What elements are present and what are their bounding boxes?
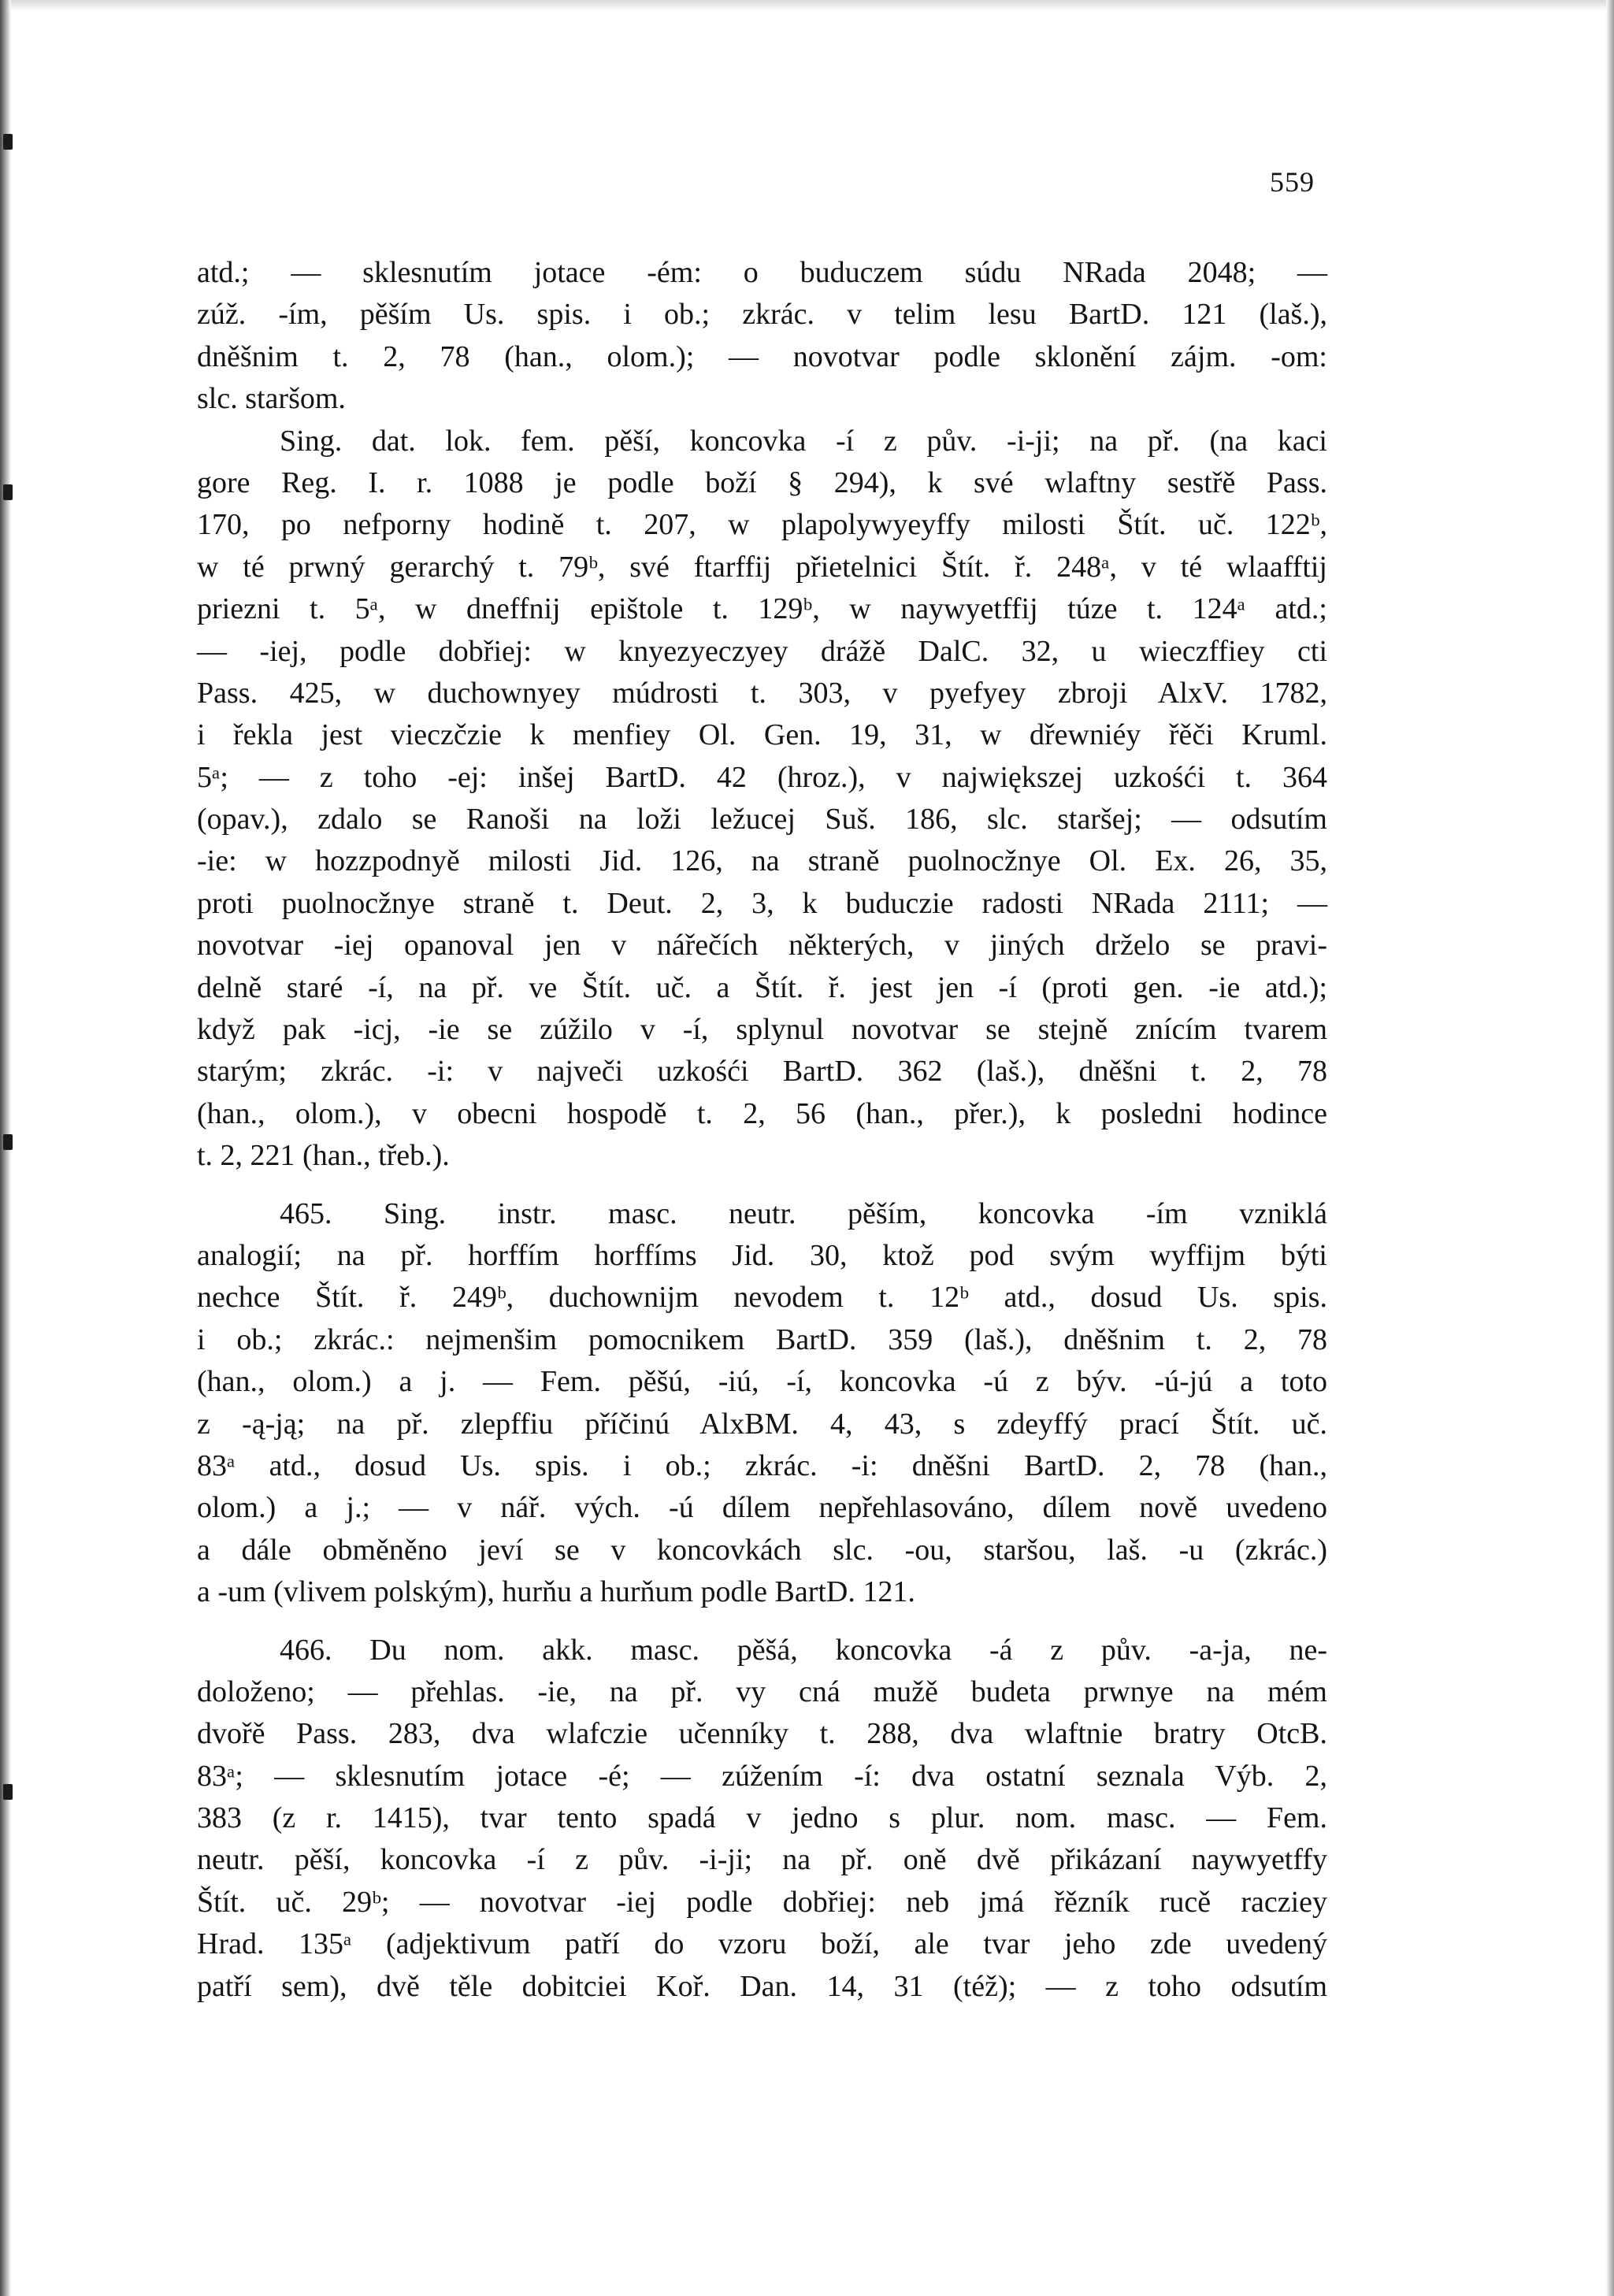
- binding-mark: [3, 484, 13, 500]
- text-line: Štít. uč. 29ᵇ; — novotvar -iej podle dobřiej: neb jmá řězník rucě racziey: [197, 1885, 1327, 1919]
- scan-right-edge: [1606, 0, 1614, 2296]
- text-line: olom.) a j.; — v nář. vých. -ú dílem nepřehlasováno, dílem nově uvedeno: [197, 1491, 1327, 1525]
- text-line: z -ą-ją; na př. zlepffiu příčinú AlxBM. 4, 43, s zdeyffý prací Štít. uč.: [197, 1407, 1327, 1441]
- binding-mark: [3, 1134, 13, 1150]
- text-line: dněšnim t. 2, 78 (han., olom.); — novotvar podle sklonění zájm. -om:: [197, 339, 1327, 373]
- binding-mark: [3, 134, 13, 150]
- text-line: i řekla jest vieczčzie k menfiey Ol. Gen. 19, 31, w dřewniéy řěči Kruml.: [197, 718, 1327, 752]
- text-line: 466. Du nom. akk. masc. pěšá, koncovka -á z pův. -a-ja, ne-: [280, 1633, 1327, 1667]
- text-line: proti puolnocžnye straně t. Deut. 2, 3, k buduczie radosti NRada 2111; —: [197, 886, 1327, 920]
- text-line: a dále obměněno jeví se v koncovkách slc. -ou, staršou, laš. -u (zkrác.): [197, 1533, 1327, 1567]
- text-line: i ob.; zkrác.: nejmenšim pomocnikem BartD. 359 (laš.), dněšnim t. 2, 78: [197, 1322, 1327, 1356]
- text-line: t. 2, 221 (han., třeb.).: [197, 1139, 450, 1173]
- text-line: doloženo; — přehlas. -ie, na př. vy cná mužě budeta prwnye na mém: [197, 1675, 1327, 1708]
- text-line: (opav.), zdalo se Ranoši na loži ležucej Suš. 186, slc. staršej; — odsutím: [197, 803, 1327, 836]
- text-line: priezni t. 5ᵃ, w dneffnij epištole t. 129ᵇ, w naywyetffij túze t. 124ᵃ atd.;: [197, 592, 1327, 626]
- text-line: patří sem), dvě těle dobitciei Koř. Dan. 14, 31 (též); — z toho odsutím: [197, 1969, 1327, 2003]
- text-line: 5ᵃ; — z toho -ej: inšej BartD. 42 (hroz.), v największej uzkośći t. 364: [197, 760, 1327, 794]
- text-line: delně staré -í, na př. ve Štít. uč. a Štít. ř. jest jen -í (proti gen. -ie atd.);: [197, 970, 1327, 1004]
- text-line: (han., olom.) a j. — Fem. pěšú, -iú, -í, koncovka -ú z býv. -ú-jú a toto: [197, 1365, 1327, 1399]
- paragraph-gap: [197, 1614, 1327, 1630]
- text-line: (han., olom.), v obecni hospodě t. 2, 56 (han., přer.), k posledni hodince: [197, 1096, 1327, 1130]
- text-line: a -um (vlivem polským), hurňu a hurňum podle BartD. 121.: [197, 1575, 915, 1609]
- text-line: dvořě Pass. 283, dva wlafczie učenníky t. 288, dva wlaftnie bratry OtcB.: [197, 1717, 1327, 1751]
- scan-top-edge: [0, 0, 1614, 11]
- text-line: novotvar -iej opanoval jen v nářečích některých, v jiných drželo se pravi-: [197, 929, 1327, 963]
- text-line: 170, po nefporny hodině t. 207, w plapolywyeyffy milosti Štít. uč. 122ᵇ,: [197, 508, 1327, 542]
- text-line: 83ᵃ; — sklesnutím jotace -é; — zúžením -í: dva ostatní seznala Výb. 2,: [197, 1759, 1327, 1793]
- text-line: zúž. -ím, pěším Us. spis. i ob.; zkrác. v telim lesu BartD. 121 (laš.),: [197, 298, 1327, 332]
- body-text: [197, 252, 1327, 2008]
- text-line: 83ᵃ atd., dosud Us. spis. i ob.; zkrác. -i: dněšni BartD. 2, 78 (han.,: [197, 1448, 1327, 1482]
- text-line: analogií; na př. horffím horffíms Jid. 30, ktož pod svým wyffijm býti: [197, 1238, 1327, 1272]
- text-line: 465. Sing. instr. masc. neutr. pěším, koncovka -ím vzniklá: [280, 1196, 1327, 1230]
- text-line: neutr. pěší, koncovka -í z pův. -i-ji; na př. oně dvě přikázaní naywyetffy: [197, 1843, 1327, 1877]
- text-line: 383 (z r. 1415), tvar tento spadá v jedno s plur. nom. masc. — Fem.: [197, 1801, 1327, 1835]
- text-line: w té prwný gerarchý t. 79ᵇ, své ftarffij přietelnici Štít. ř. 248ᵃ, v té wlaafftij: [197, 550, 1327, 584]
- binding-mark: [3, 1784, 13, 1800]
- text-line: — -iej, podle dobřiej: w knyezyeczyey drážě DalC. 32, u wieczffiey cti: [197, 634, 1327, 668]
- text-line: slc. staršom.: [197, 382, 346, 416]
- text-line: gore Reg. I. r. 1088 je podle boží § 294), k své wlaftny sestřě Pass.: [197, 466, 1327, 499]
- text-line: Pass. 425, w duchownyey múdrosti t. 303, v pyefyey zbroji AlxV. 1782,: [197, 676, 1327, 710]
- text-line: atd.; — sklesnutím jotace -ém: o buduczem súdu NRada 2048; —: [197, 256, 1327, 289]
- text-line: -ie: w hozzpodnyě milosti Jid. 126, na straně puolnocžnye Ol. Ex. 26, 35,: [197, 844, 1327, 878]
- text-line: nechce Štít. ř. 249ᵇ, duchownijm nevodem t. 12ᵇ atd., dosud Us. spis.: [197, 1281, 1327, 1315]
- text-line: Sing. dat. lok. fem. pěší, koncovka -í z pův. -i-ji; na př. (na kaci: [280, 424, 1327, 458]
- text-line: starým; zkrác. -i: v največi uzkośći BartD. 362 (laš.), dněšni t. 2, 78: [197, 1055, 1327, 1089]
- text-line: když pak -icj, -ie se zúžilo v -í, splynul novotvar se stejně znícím tvarem: [197, 1013, 1327, 1047]
- text-line: Hrad. 135ᵃ (adjektivum patří do vzoru boží, ale tvar jeho zde uvedený: [197, 1927, 1327, 1961]
- page-number: 559: [1270, 166, 1315, 198]
- paragraph-gap: [197, 1178, 1327, 1193]
